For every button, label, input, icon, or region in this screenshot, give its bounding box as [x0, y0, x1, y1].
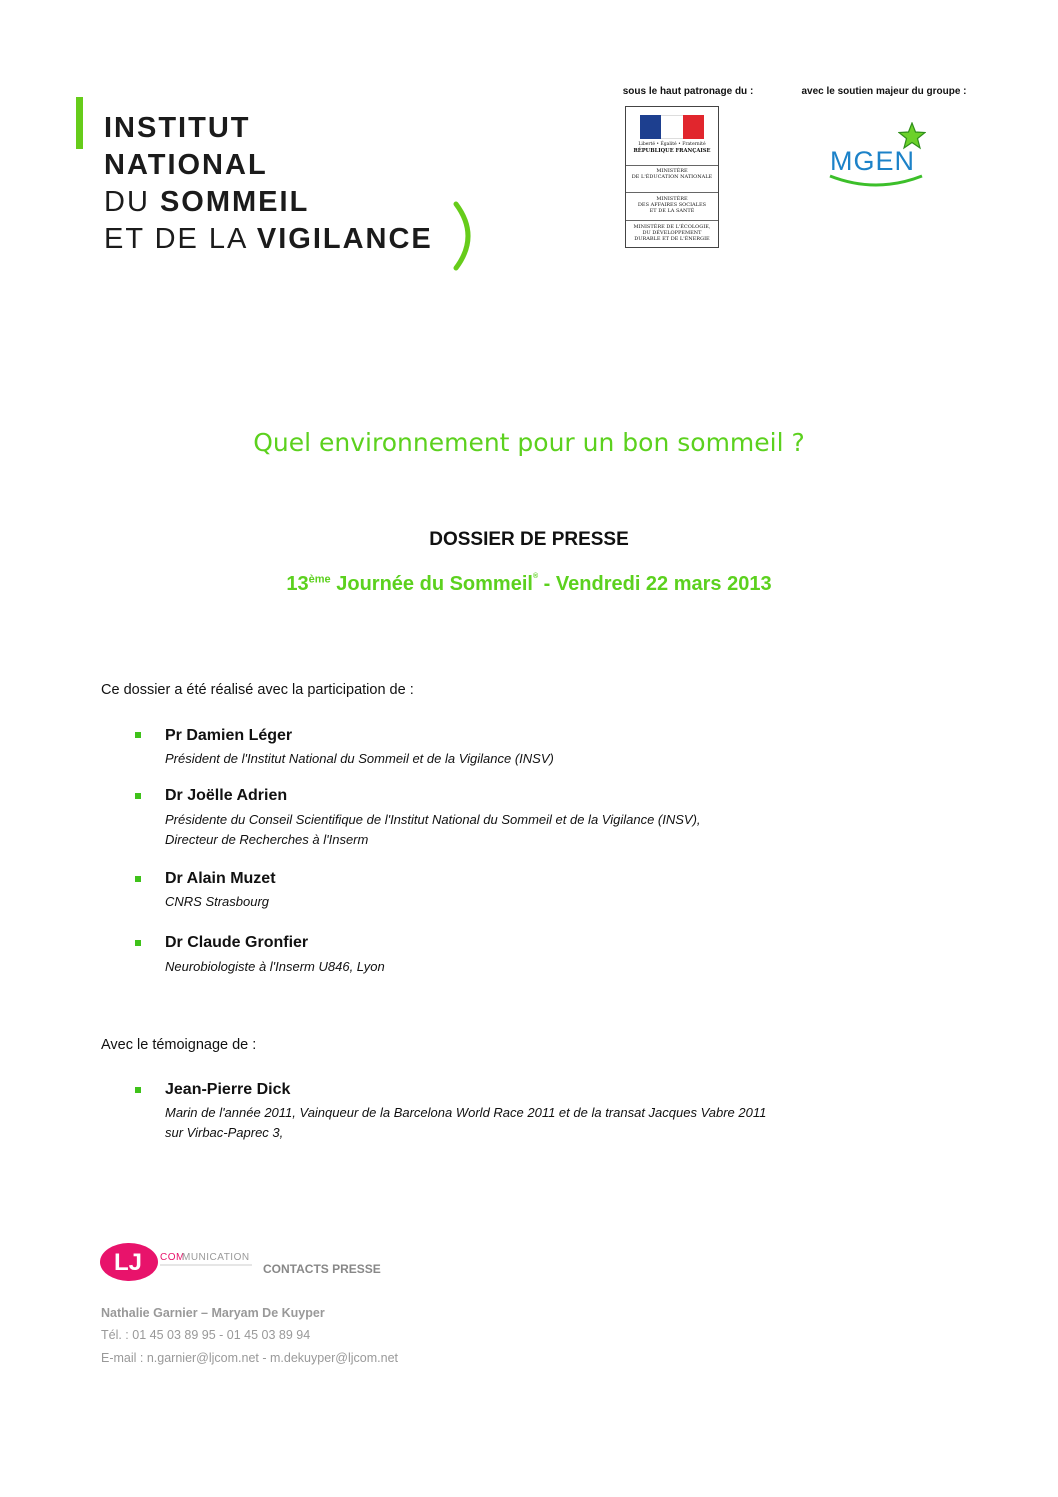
- event-name: Journée du Sommeil: [330, 573, 533, 595]
- testimony-role: sur Virbac-Paprec 3,: [165, 1125, 284, 1140]
- insv-line-1: INSTITUT: [104, 112, 251, 144]
- contact-names-text: Nathalie Garnier – Maryam De Kuyper: [101, 1306, 325, 1320]
- lj-letters: LJ: [114, 1249, 143, 1276]
- testimony-name: Jean-Pierre Dick: [165, 1081, 291, 1098]
- bullet-icon: [135, 1087, 141, 1093]
- participant-role: CNRS Strasbourg: [165, 894, 270, 909]
- event-line: [0, 573, 1058, 596]
- insv-logo-bar: [76, 97, 83, 149]
- rf-name: RÉPUBLIQUE FRANÇAISE: [633, 148, 711, 154]
- contact-email: [101, 1351, 398, 1365]
- ministry-social: MINISTÈRE DES AFFAIRES SOCIALES ET DE LA SANTÉ: [626, 193, 718, 221]
- insv-line-4-light: ET DE LA: [104, 223, 257, 255]
- insv-line-3-bold: SOMMEIL: [159, 186, 310, 218]
- participant-role: Directeur de Recherches à l'Inserm: [165, 832, 369, 847]
- bullet-icon: [135, 732, 141, 738]
- testimony-role: Marin de l'année 2011, Vainqueur de la Barcelona World Race 2011 et de la transat Jacques Vabre 2011: [165, 1105, 767, 1120]
- rf-motto: Liberté • Égalité • Fraternité: [638, 142, 706, 147]
- insv-logo: [104, 110, 433, 258]
- bullet-icon: [135, 940, 141, 946]
- participant-role: Président de l'Institut National du Sommeil et de la Vigilance (INSV): [165, 751, 554, 766]
- ministries-logo: [625, 106, 719, 248]
- republique-francaise-logo: [626, 107, 718, 166]
- participant-name: Dr Alain Muzet: [165, 870, 276, 887]
- bullet-icon: [135, 876, 141, 882]
- participant-role: Présidente du Conseil Scientifique de l'Institut National du Sommeil et de la Vigilance (INSV),: [165, 812, 701, 827]
- phone-label: Tél. :: [101, 1328, 133, 1342]
- participant-role: Neurobiologiste à l'Inserm U846, Lyon: [165, 959, 385, 974]
- contact-names: [101, 1306, 325, 1320]
- insv-line-3-light: DU: [104, 186, 160, 218]
- contact-phone: [101, 1328, 310, 1342]
- swoosh-icon: [828, 172, 924, 190]
- mgen-wordmark: MGEN: [830, 146, 915, 176]
- testimony-intro: Avec le témoignage de :: [101, 1037, 257, 1053]
- document-type: DOSSIER DE PRESSE: [429, 529, 629, 550]
- bullet-icon: [135, 793, 141, 799]
- lj-com: COM: [160, 1252, 185, 1263]
- ministry-education: MINISTÈRE DE L'ÉDUCATION NATIONALE: [626, 165, 718, 193]
- patronage-label: sous le haut patronage du :: [622, 86, 754, 97]
- lj-logo-icon: [100, 1238, 260, 1284]
- event-sup: ème: [308, 573, 331, 586]
- contacts-label: CONTACTS PRESSE: [263, 1262, 381, 1276]
- registered-mark: ®: [532, 573, 539, 580]
- participant-name: Dr Joëlle Adrien: [165, 787, 288, 804]
- participant-name: Dr Claude Gronfier: [165, 934, 309, 951]
- phone-value: 01 45 03 89 95 - 01 45 03 89 94: [132, 1328, 311, 1342]
- insv-logo-bracket-icon: [446, 200, 482, 272]
- french-flag-icon: [640, 115, 704, 139]
- mgen-logo: [828, 120, 928, 192]
- lj-munication: MUNICATION: [182, 1252, 250, 1263]
- insv-line-4-bold: VIGILANCE: [256, 223, 433, 255]
- ministry-ecology: MINISTÈRE DE L'ÉCOLOGIE, DU DÉVELOPPEMENT DURABLE ET DE L'ÉNERGIE: [633, 224, 711, 242]
- participant-name: Pr Damien Léger: [165, 727, 293, 744]
- email-value[interactable]: n.garnier@ljcom.net - m.dekuyper@ljcom.net: [146, 1351, 399, 1365]
- soutien-label: avec le soutien majeur du groupe :: [801, 86, 967, 97]
- email-label: E-mail :: [101, 1351, 147, 1365]
- page-title: Quel environnement pour un bon sommeil ?: [253, 428, 805, 457]
- event-number: 13: [286, 573, 309, 595]
- event-date: - Vendredi 22 mars 2013: [538, 573, 772, 595]
- insv-line-2: NATIONAL: [104, 149, 268, 181]
- lj-communication-logo: [100, 1238, 260, 1284]
- participants-intro: Ce dossier a été réalisé avec la participation de :: [101, 682, 414, 698]
